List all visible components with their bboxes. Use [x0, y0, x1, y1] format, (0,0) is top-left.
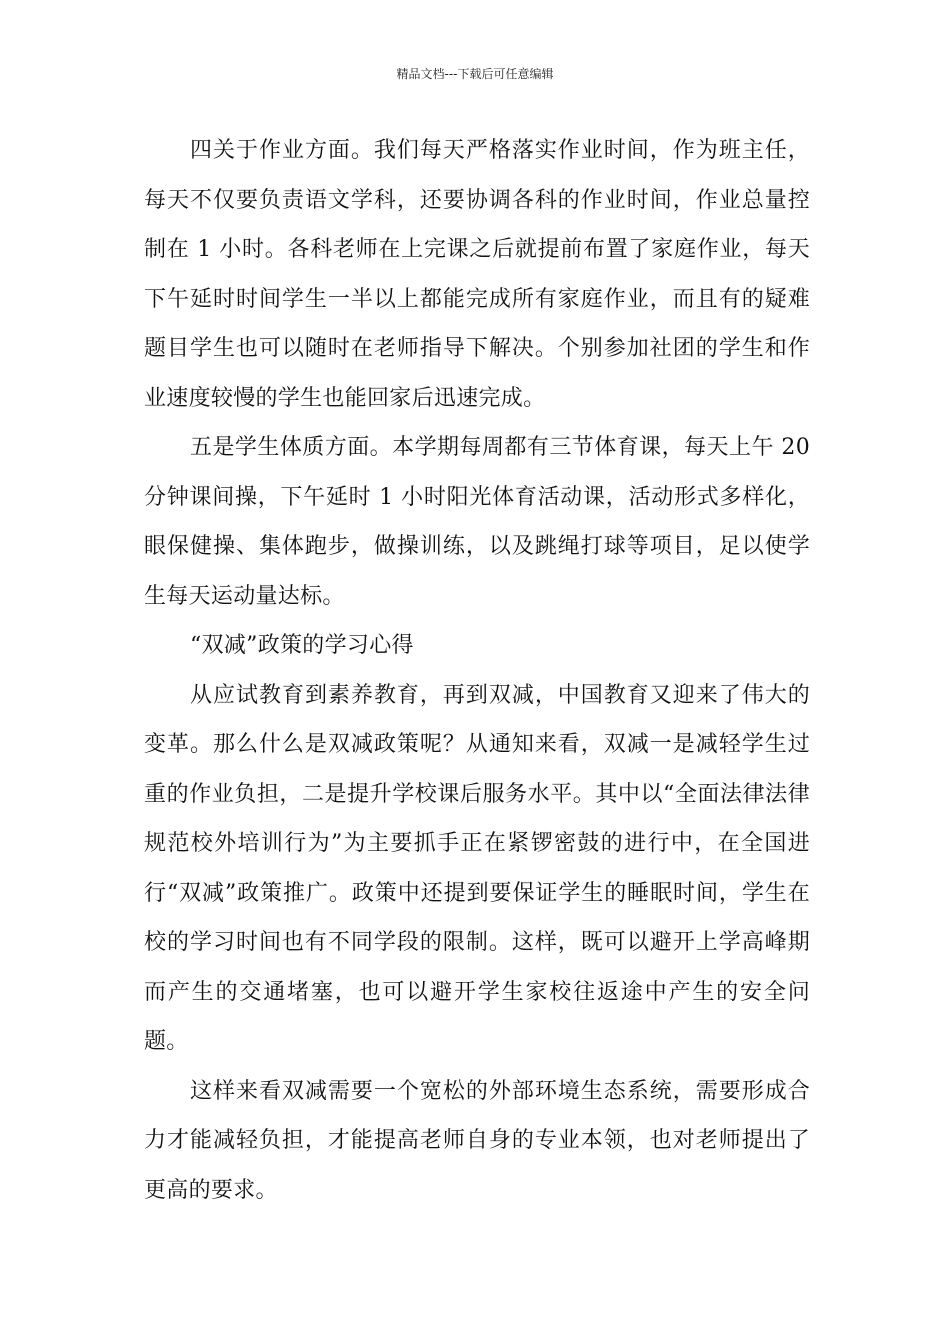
paragraph-homework: 四关于作业方面。我们每天严格落实作业时间，作为班主任，每天不仅要负责语文学科，还要协调各科的作业时间，作业总量控制在 1 小时。各科老师在上完课之后就提前布置了家庭作业，每天下午延时时间学生一半以上都能完成所有家庭作业，而且有的疑难题目学生也可以随时在老师指导下解决。个别参加社团的学生和作业速度较慢的学生也能回家后迅速完成。 — [144, 138, 810, 411]
document-body — [144, 126, 810, 1215]
section-title: “双减”政策的学习心得 — [190, 633, 414, 658]
paragraph-policy-intro: 从应试教育到素养教育，再到双减，中国教育又迎来了伟大的变革。那么什么是双减政策呢？从通知来看，双减一是减轻学生过重的作业负担，二是提升学校课后服务水平。其中以“全面法律法律规范校外培训行为”为主要抓手正在紧锣密鼓的进行中，在全国进行“双减”政策推广。政策中还提到要保证学生的睡眠时间，学生在校的学习时间也有不同学段的限制。这样，既可以避开上学高峰期而产生的交通堵塞，也可以避开学生家校往返途中产生的安全问题。 — [144, 682, 810, 1054]
paragraph-conclusion: 这样来看双减需要一个宽松的外部环境生态系统，需要形成合力才能减轻负担，才能提高老师自身的专业本领，也对老师提出了更高的要求。 — [144, 1078, 810, 1203]
page-header: 精品文档---下载后可任意编辑 — [396, 67, 554, 81]
paragraph-physical-fitness: 五是学生体质方面。本学期每周都有三节体育课，每天上午 20 分钟课间操，下午延时 1 小时阳光体育活动课，活动形式多样化，眼保健操、集体跑步，做操训练，以及跳绳打球等项目，足以使学生每天运动量达标。 — [144, 435, 810, 609]
